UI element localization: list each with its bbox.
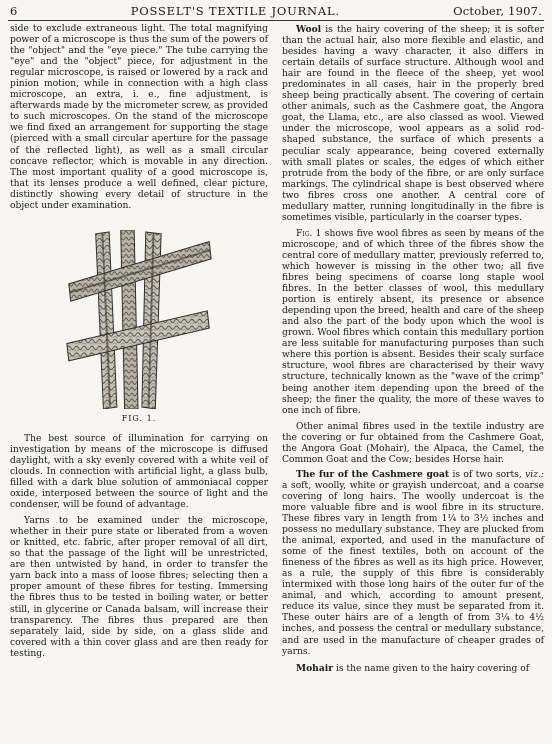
paragraph-text: is the hairy covering of the sheep; it is softer than the actual hair, also more flexible and elastic, and besides having a wavy character, it also differs in certain details of surface structure. Although wool and hair are found in the fleece of the sheep, yet wool predominates in all cases, hair in the properly bred sheep being practically absent. The covering of certain other animals, such as the Cashmere goat, the Angora goat, the Llama, etc., are also classed as wool. Viewed under the microscope, wool appears as a solid rod-shaped substance, the surface of which presents a peculiar scaly appearance, being covered externally with small plates or scales, the edges of which either protrude from the body of the fibre, or are only surface markings. The cylindrical shape is best observed where two fibres cross one another. A central core of medullary matter, running longitudinally in the fibre is sometimes visible, particularly in the coarser types. <box>282 25 544 223</box>
left-column <box>10 24 268 738</box>
issue-date: October, 1907. <box>453 4 542 18</box>
paragraph <box>282 24 544 224</box>
paragraph-text: a soft, woolly, white or grayish undercoat, and a coarse covering of long hairs. The woolly undercoat is the more valuable fibre and is wool fibre in its structure. These fibres vary in length from 1¼ to 3½ inches and possess no medullary substance. They are plucked from the animal, exported, and used in the manufacture of some of the finest textiles, both on account of the fineness of the fibres as well as its high price. However, as a rule, the supply of this fibre is considerably intermixed with those long hairs of the outer fur of the animal, and which, according to amount present, reduce its value, since they must be separated from it. These outer hairs are of a length of from 3¼ to 4½ inches, and possess the central or medullary substance, and are used in the manufacture of cheaper grades of yarns. <box>282 480 544 657</box>
paragraph: Other animal fibres used in the textile industry are the covering or fur obtained from the Cashmere Goat, the Angora Goat (Mohair), the Alpaca, the Camel, the Common Goat and the Cow; besides Horse hair. <box>282 421 544 465</box>
right-column <box>282 24 544 738</box>
paragraph-text: is of two sorts, <box>449 469 526 480</box>
figure-caption: FIG. 1. <box>121 413 157 423</box>
paragraph <box>282 229 544 417</box>
page-number: 6 <box>10 4 18 18</box>
paragraph <box>282 469 544 658</box>
figure-reference: Fig. 1 <box>296 228 322 239</box>
viz-abbrev: viz.: <box>525 469 544 480</box>
running-header <box>10 4 542 20</box>
journal-title: POSSELT'S TEXTILE JOURNAL. <box>130 4 340 18</box>
wool-fibres-illustration <box>64 230 214 409</box>
term-cashmere: The fur of the Cashmere goat <box>296 468 450 480</box>
paragraph: The best source of illumination for carrying on investigation by means of the microscope is diffused daylight, with a sky evenly covered with a white veil of clouds. In connection with artificial light, a glass bulb, filled with a dark blue solution of ammoniacal copper oxide, interposed between the source of light and the condenser, will be found of advantage. <box>10 433 268 511</box>
paragraph <box>282 663 544 675</box>
fibre <box>67 311 209 361</box>
fibre <box>121 230 138 409</box>
header-rule <box>8 20 544 21</box>
paragraph: side to exclude extraneous light. The total magnifying power of a microscope is thus the sum of the powers of the "object" and the "eye piece." The tube carrying the "eye" and the "object" piece, for adjustment in the regular microscope, is raised or lowered by a rack and pinion motion, while in connection with a high class microscope, an extra, i. e., fine adjustment, is afterwards made by the micrometer screw, as provided to such microscopes. On the stand of the microscope we find fixed an arrangement for supporting the stage (pierced with a small circular aperture for the passage of the reflected light), as well as a small circular concave reflector, which is movable in any direction. The most important quality of a good microscope is, that its lenses produce a well defined, clear picture, distinctly showing every detail of structure in the object under examination. <box>10 24 268 211</box>
paragraph-text: shows five wool fibres as seen by means of the microscope, and of which three of the fibres show the central core of medullary matter, previously referred to, which however is missing in the other two; all five fibres being specimens of coarse long staple wool fibres. In the better classes of wool, this medullary portion is entirely absent, its presence or absence depending upon the breed, health and care of the sheep and also the part of the body upon which the wool is grown. Wool fibres which contain this medullary portion are less suitable for manufacturing purposes than such where this portion is absent. Besides their scaly surface structure, wool fibres are characterised by their wavy structure, technically known as the "wave of the crimp" being another item depending upon the breed of the sheep; the finer the quality, the more of these waves to one inch of fibre. <box>282 228 544 416</box>
figure-wool-fibres <box>10 230 268 434</box>
paragraph: Yarns to be examined under the microscope, whether in their pure state or liberated from a woven or knitted, etc. fabric, after proper removal of all dirt, so that the passage of the light will be unrestricted, are then untwisted by hand, in order to transfer the yarn back into a mass of loose fibres; selecting then a proper amount of these fibres for testing. Immersing the fibres thus to be tested in boiling water, or better still, in glycerine or Canada balsam, will increase their transparency. The fibres thus prepared are then separately laid, side by side, on a glass slide and covered with a thin cover glass and are then ready for testing. <box>10 516 268 659</box>
term-mohair: Mohair <box>296 662 334 674</box>
paragraph-text: is the name given to the hairy covering of <box>333 663 530 674</box>
term-wool: Wool <box>296 24 322 35</box>
